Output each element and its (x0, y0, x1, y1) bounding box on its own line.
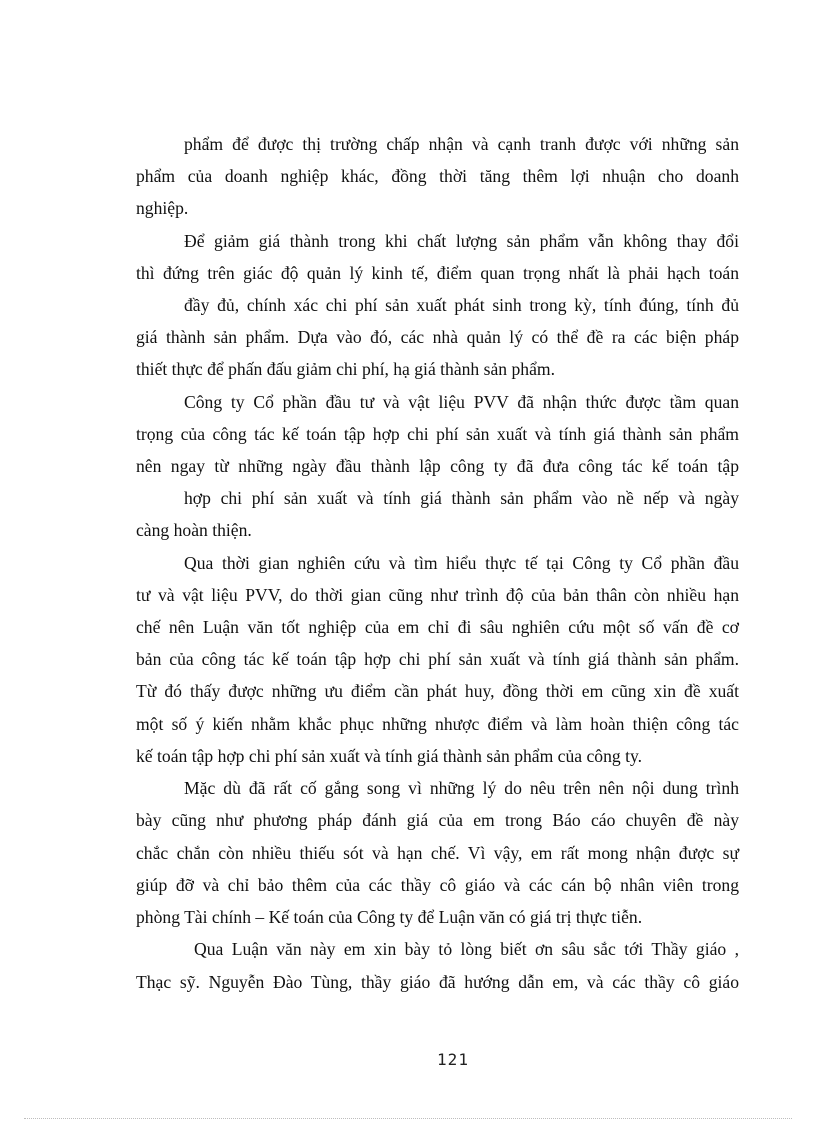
page-number: 121 (437, 1050, 469, 1069)
text-line: phẩm để được thị trường chấp nhận và cạnh tranh được với những sản (184, 134, 739, 154)
text-line: giúp đỡ và chỉ bảo thêm của các thầy cô giáo và các cán bộ nhân viên trong (136, 875, 739, 895)
text-line: thì đứng trên giác độ quản lý kinh tế, điểm quan trọng nhất là phải hạch toán (136, 263, 739, 283)
text-line: Để giảm giá thành trong khi chất lượng sản phẩm vẫn không thay đổi (184, 231, 739, 251)
text-line: Qua Luận văn này em xin bày tỏ lòng biết ơn sâu sắc tới Thầy giáo , (194, 939, 739, 959)
text-line: nghiệp. (136, 198, 189, 218)
text-line: phòng Tài chính – Kế toán của Công ty để Luận văn có giá trị thực tiễn. (136, 907, 643, 927)
text-line: Mặc dù đã rất cố gắng song vì những lý do nêu trên nên nội dung trình (184, 778, 739, 798)
text-line: giá thành sản phẩm. Dựa vào đó, các nhà quản lý có thể đề ra các biện pháp (136, 327, 739, 347)
text-line: đầy đủ, chính xác chi phí sản xuất phát sinh trong kỳ, tính đúng, tính đủ (184, 295, 739, 315)
text-line: nên ngay từ những ngày đầu thành lập công ty đã đưa công tác kế toán tập (136, 456, 739, 476)
text-line: trọng của công tác kế toán tập hợp chi phí sản xuất và tính giá thành sản phẩm (136, 424, 739, 444)
text-line: một số ý kiến nhằm khắc phục những nhược điểm và làm hoàn thiện công tác (136, 714, 739, 734)
text-line: tư và vật liệu PVV, do thời gian cũng như trình độ của bản thân còn nhiều hạn (136, 585, 739, 605)
text-line: bày cũng như phương pháp đánh giá của em trong Báo cáo chuyên đề này (136, 810, 739, 830)
text-line: Thạc sỹ. Nguyễn Đào Tùng, thầy giáo đã hướng dẫn em, và các thầy cô giáo (136, 972, 739, 992)
text-line: kế toán tập hợp chi phí sản xuất và tính giá thành sản phẩm của công ty. (136, 746, 643, 766)
text-line: hợp chi phí sản xuất và tính giá thành sản phẩm vào nề nếp và ngày (184, 488, 739, 508)
text-line: càng hoàn thiện. (136, 520, 252, 540)
text-line: Công ty Cổ phần đầu tư và vật liệu PVV đã nhận thức được tầm quan (184, 392, 739, 412)
footer-divider (24, 1118, 792, 1119)
text-line: chắc chắn còn nhiều thiếu sót và hạn chế. Vì vậy, em rất mong nhận được sự (136, 843, 739, 863)
text-line: thiết thực để phấn đấu giảm chi phí, hạ giá thành sản phẩm. (136, 359, 555, 379)
text-line: Qua thời gian nghiên cứu và tìm hiểu thực tế tại Công ty Cổ phần đầu (184, 553, 739, 573)
text-line: chế nên Luận văn tốt nghiệp của em chỉ đi sâu nghiên cứu một số vấn đề cơ (136, 617, 739, 637)
text-line: phẩm của doanh nghiệp khác, đồng thời tăng thêm lợi nhuận cho doanh (136, 166, 739, 186)
text-line: bản của công tác kế toán tập hợp chi phí sản xuất và tính giá thành sản phẩm. (136, 649, 739, 669)
text-line: Từ đó thấy được những ưu điểm cần phát huy, đồng thời em cũng xin đề xuất (136, 681, 739, 701)
